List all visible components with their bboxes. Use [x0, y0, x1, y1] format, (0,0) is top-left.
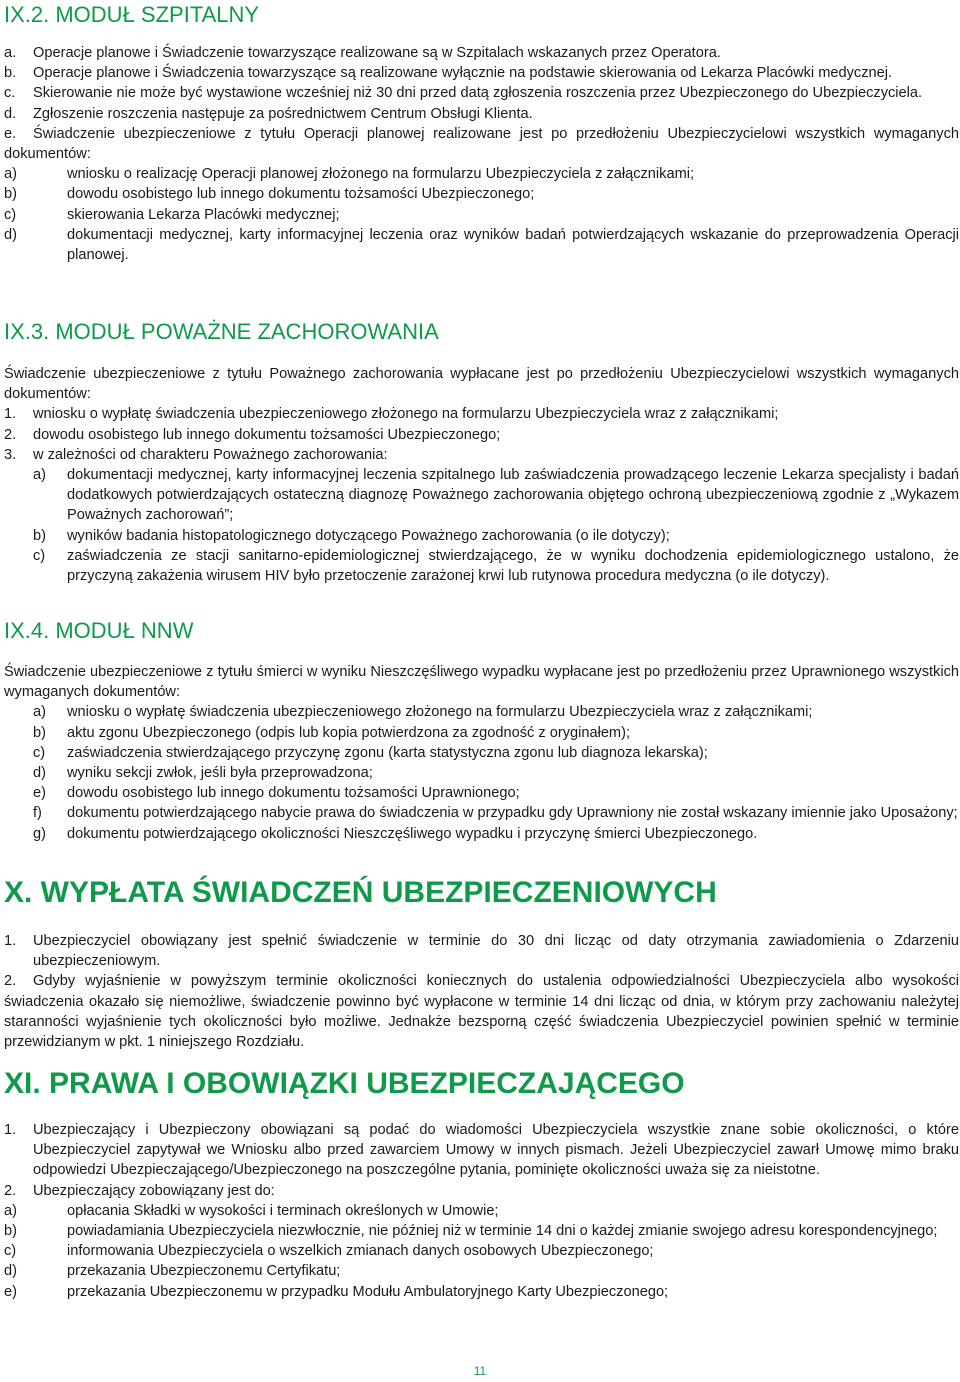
list-item: c) zaświadczenia stwierdzającego przyczynę zgonu (karta statystyczna zgonu lub diagnoza lekarska);	[33, 744, 708, 761]
sub-list-item: d) dokumentacji medycznej, karty informacyjnej leczenia oraz wyników badań potwierdzających wskazanie do przeprowadzenia Operacji planowej.	[4, 226, 959, 264]
sub-list-item: c) skierowania Lekarza Placówki medycznej;	[4, 206, 340, 223]
section-ix2-list	[4, 43, 959, 265]
list-item: a) wniosku o wypłatę świadczenia ubezpieczeniowego złożonego na formularzu Ubezpieczyciela wraz z załącznikami;	[33, 704, 813, 721]
section-heading-x	[4, 876, 717, 910]
page-number: 11	[473, 1364, 487, 1378]
section-intro: Świadczenie ubezpieczeniowe z tytułu śmierci w wyniku Nieszczęśliwego wypadku wypłacane jest po przedłożeniu przez Uprawnionego wszystkich wymaganych dokumentów:	[4, 664, 959, 701]
list-item: a. Operacje planowe i Świadczenie towarzyszące realizowane są w Szpitalach wskazanych przez Operatora.	[4, 45, 721, 61]
list-item: d) wyniku sekcji zwłok, jeśli była przeprowadzona;	[33, 765, 373, 782]
list-item: 2. dowodu osobistego lub innego dokumentu tożsamości Ubezpieczonego;	[4, 426, 501, 443]
section-heading-ix4	[4, 618, 193, 644]
list-item: f) dokumentu potwierdzającego nabycie prawa do świadczenia w przypadku gdy Uprawniony nie został wskazany imiennie jako Uposażony;	[33, 805, 958, 822]
sub-list-item: a) dokumentacji medycznej, karty informacyjnej leczenia szpitalnego lub zaświadczenia prowadzącego leczenie Lekarza specjalisty i badań dodatkowych potwierdzających ostateczną diagnozę Poważnego zachorowania objętego ochroną ubezpieczeniową zgodnie z „Wykazem Poważnych zachorowań”;	[33, 467, 959, 524]
section-xi-body	[4, 1120, 959, 1302]
list-item: b) aktu zgonu Ubezpieczonego (odpis lub kopia potwierdzona za zgodność z oryginałem);	[33, 724, 631, 741]
list-item: 1. Ubezpieczyciel obowiązany jest spełnić świadczenie w terminie do 30 dni licząc od daty otrzymania zawiadomienia o Zdarzeniu ubezpieczeniowym.	[4, 933, 959, 970]
list-item: 1. Ubezpieczający i Ubezpieczony obowiązani są podać do wiadomości Ubezpieczyciela wszystkie znane sobie okoliczności, o które Ubezpieczyciel zapytywał we Wniosku albo przed zawarciem Umowy w innych pismach. Jeżeli Ubezpieczyciel zawarł Umowę mimo braku odpowiedzi Ubezpieczającego/Ubezpieczonego na poszczególne pytania, pominięte okoliczności uważa się za nieistotne.	[4, 1122, 959, 1179]
section-heading-ix2	[4, 2, 259, 28]
sub-list-item: d) przekazania Ubezpieczonemu Certyfikatu;	[4, 1263, 341, 1280]
sub-list-item: c) informowania Ubezpieczyciela o wszelkich zmianach danych osobowych Ubezpieczonego;	[4, 1243, 654, 1260]
chapter-title: X. WYPŁATA ŚWIADCZEŃ UBEZPIECZENIOWYCH	[4, 876, 717, 909]
list-item: e. Świadczenie ubezpieczeniowe z tytułu Operacji planowej realizowane jest po przedłożeniu Ubezpieczycielowi wszystkich wymaganych dokumentów:	[4, 125, 959, 163]
sub-list-item: a) wniosku o realizację Operacji planowej złożonego na formularzu Ubezpieczyciela z załącznikami;	[4, 166, 695, 183]
sub-list-item: b) wyników badania histopatologicznego dotyczącego Poważnego zachorowania (o ile dotyczy);	[33, 527, 670, 544]
sub-list-item: a) opłacania Składki w wysokości i terminach określonych w Umowie;	[4, 1202, 499, 1219]
section-title: IX.4. MODUŁ NNW	[4, 618, 194, 643]
list-item: b. Operacje planowe i Świadczenia towarzyszące są realizowane wyłącznie na podstawie skierowania od Lekarza Placówki medycznej.	[4, 65, 893, 82]
list-item: e) dowodu osobistego lub innego dokumentu tożsamości Uprawnionego;	[33, 785, 520, 802]
list-item: d. Zgłoszenie roszczenia następuje za pośrednictwem Centrum Obsługi Klienta.	[4, 105, 533, 122]
list-item: c. Skierowanie nie może być wystawione wcześniej niż 30 dni przed datą zgłoszenia roszczenia przez Ubezpieczonego do Ubezpieczyciela.	[4, 85, 923, 102]
section-title: IX.3. MODUŁ POWAŻNE ZACHOROWANIA	[4, 319, 439, 344]
section-ix4-body	[4, 662, 959, 844]
section-heading-xi	[4, 1067, 685, 1101]
list-item: 2. Gdyby wyjaśnienie w powyższym terminie okoliczności koniecznych do ustalenia odpowiedzialności Ubezpieczyciela albo wysokości świadczenia okazało się niemożliwe, świadczenie powinno być wypłacone w terminie 14 dni licząc od dnia, w którym przy zachowaniu należytej staranności wyjaśnienie tych okoliczności było możliwe. Jednakże bezsporną część świadczenia Ubezpieczyciel powinien spełnić w terminie przewidzianym w pkt. 1 niniejszego Rozdziału.	[4, 973, 959, 1051]
section-ix3-body	[4, 364, 959, 586]
list-item: 2. Ubezpieczający zobowiązany jest do:	[4, 1182, 275, 1199]
sub-list-item: b) powiadamiania Ubezpieczyciela niezwłocznie, nie później niż w terminie 14 dni o każdej zmianie swojego adresu korespondencyjnego;	[4, 1223, 938, 1240]
sub-list-item: b) dowodu osobistego lub innego dokumentu tożsamości Ubezpieczonego;	[4, 186, 535, 203]
section-title: IX.2. MODUŁ SZPITALNY	[4, 2, 260, 27]
sub-list-item: e) przekazania Ubezpieczonemu w przypadku Modułu Ambulatoryjnego Karty Ubezpieczonego;	[4, 1283, 669, 1300]
list-item: 1. wniosku o wypłatę świadczenia ubezpieczeniowego złożonego na formularzu Ubezpieczyciela wraz z załącznikami;	[4, 406, 779, 423]
section-x-body	[4, 931, 959, 1052]
section-heading-ix3	[4, 319, 439, 345]
list-item: 3. w zależności od charakteru Poważnego zachorowania:	[4, 446, 388, 463]
list-item: g) dokumentu potwierdzającego okoliczności Nieszczęśliwego wypadku i przyczynę śmierci Ubezpieczonego.	[33, 825, 758, 842]
section-intro: Świadczenie ubezpieczeniowe z tytułu Poważnego zachorowania wypłacane jest po przedłożeniu Ubezpieczycielowi wszystkich wymaganych dokumentów:	[4, 366, 959, 403]
chapter-title: XI. PRAWA I OBOWIĄZKI UBEZPIECZAJĄCEGO	[4, 1067, 685, 1100]
sub-list-item: c) zaświadczenia ze stacji sanitarno-epidemiologicznej stwierdzającego, że w wyniku dochodzenia epidemiologicznego ustalono, że przyczyną zakażenia wirusem HIV było przetoczenie zarażonej krwi lub rutynowa procedura medyczna (o ile dotyczy).	[33, 547, 959, 585]
